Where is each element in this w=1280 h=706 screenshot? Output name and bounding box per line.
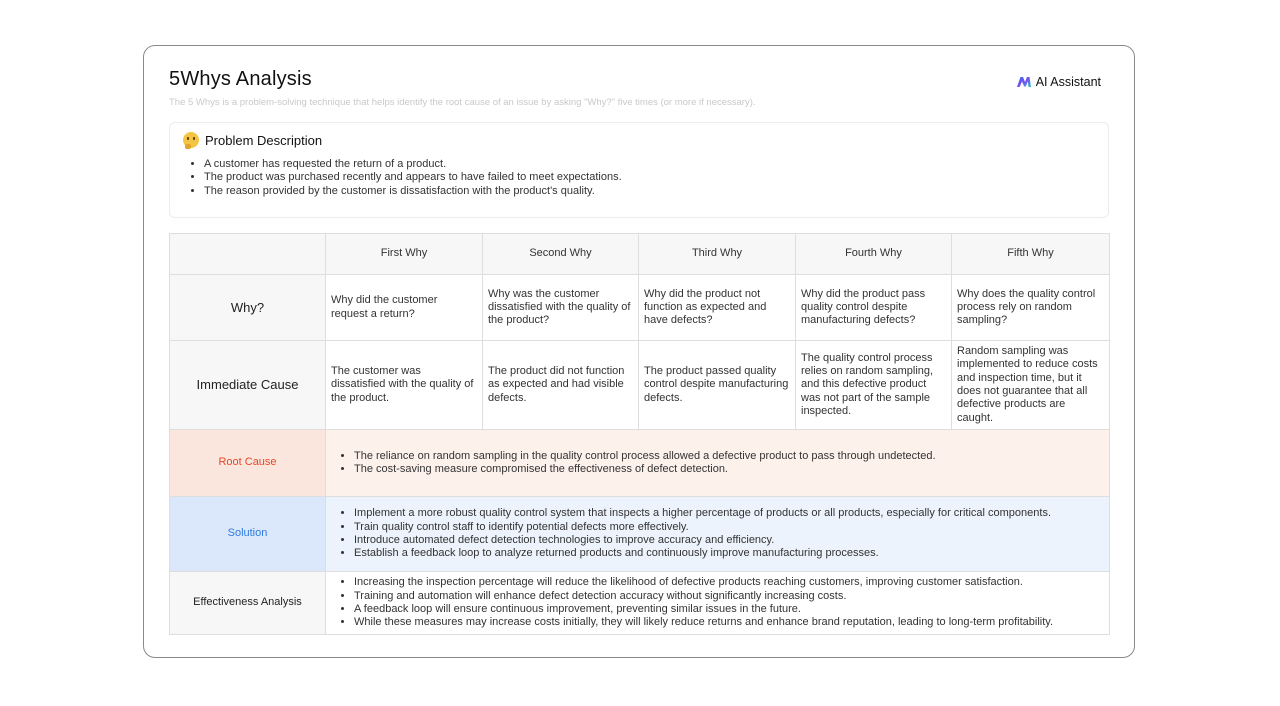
list-item: • The product was purchased recently and appears to have failed to meet expectations. [204,171,622,184]
list-item: • Training and automation will enhance defect detection accuracy without significantly increasing costs. [354,590,1103,603]
table-cell: The customer was dissatisfied with the quality of the product. [326,341,483,430]
list-item: • A customer has requested the return of a product. [204,158,622,171]
page-subtitle: The 5 Whys is a problem-solving technique that helps identify the root cause of an issue by asking "Why?" five times (or more if necessary). [169,97,756,108]
solution-list [336,507,1103,560]
row-header-why: Why? [170,275,326,341]
row-header-immediate-cause: Immediate Cause [170,341,326,430]
list-item: • Train quality control staff to identify potential defects more effectively. [354,521,1103,534]
ai-logo-icon [1016,76,1032,88]
table-row-why [170,275,1110,341]
ai-assistant-label: AI Assistant [1035,75,1101,89]
five-whys-table [169,233,1110,635]
table-cell: The product did not function as expected and had visible defects. [483,341,639,430]
column-header-first-why: First Why [326,234,483,275]
column-header-fourth-why: Fourth Why [796,234,952,275]
list-item: • The reason provided by the customer is dissatisfaction with the product's quality. [204,185,622,198]
table-cell: Why did the product pass quality control despite manufacturing defects? [796,275,952,341]
column-header-third-why: Third Why [639,234,796,275]
table-header-row [170,234,1110,275]
table-row-solution [170,497,1110,572]
page-title: 5Whys Analysis [169,68,312,90]
list-item: • Increasing the inspection percentage will reduce the likelihood of defective products reaching customers, improving customer satisfaction. [354,576,1103,589]
table-cell: The quality control process relies on random sampling, and this defective product was not part of the sample inspected. [796,341,952,430]
analysis-card [143,45,1135,658]
thinking-face-icon [183,132,199,148]
root-cause-cell [326,430,1110,497]
ai-assistant-button[interactable] [1016,75,1101,89]
row-header-root-cause: Root Cause [170,430,326,497]
list-item: • Introduce automated defect detection technologies to improve accuracy and efficiency. [354,534,1103,547]
column-header-empty [170,234,326,275]
effectiveness-list [336,576,1103,629]
table-row-immediate-cause [170,341,1110,430]
column-header-second-why: Second Why [483,234,639,275]
table-cell: Random sampling was implemented to reduce costs and inspection time, but it does not guarantee that all defective products are caught. [952,341,1110,430]
list-item: • Implement a more robust quality control system that inspects a higher percentage of products or all products, especially for critical components. [354,507,1103,520]
table-cell: Why did the customer request a return? [326,275,483,341]
problem-heading [183,132,322,148]
list-item: • While these measures may increase costs initially, they will likely reduce returns and enhance brand reputation, leading to long-term profitability. [354,616,1103,629]
list-item: • The cost-saving measure compromised the effectiveness of defect detection. [354,463,1103,476]
table-cell: The product passed quality control despite manufacturing defects. [639,341,796,430]
root-cause-list [336,450,1103,477]
list-item: • Establish a feedback loop to analyze returned products and continuously improve manufacturing processes. [354,547,1103,560]
table-cell: Why does the quality control process rely on random sampling? [952,275,1110,341]
column-header-fifth-why: Fifth Why [952,234,1110,275]
solution-cell [326,497,1110,572]
list-item: • The reliance on random sampling in the quality control process allowed a defective product to pass through undetected. [354,450,1103,463]
problem-description-panel [169,122,1109,218]
row-header-solution: Solution [170,497,326,572]
table-cell: Why did the product not function as expected and have defects? [639,275,796,341]
problem-heading-label: Problem Description [205,132,323,148]
table-row-effectiveness-analysis [170,572,1110,635]
list-item: • A feedback loop will ensure continuous improvement, preventing similar issues in the future. [354,603,1103,616]
table-row-root-cause [170,430,1110,497]
effectiveness-cell [326,572,1110,635]
table-cell: Why was the customer dissatisfied with the quality of the product? [483,275,639,341]
problem-list [186,158,622,198]
row-header-effectiveness-analysis: Effectiveness Analysis [170,572,326,635]
